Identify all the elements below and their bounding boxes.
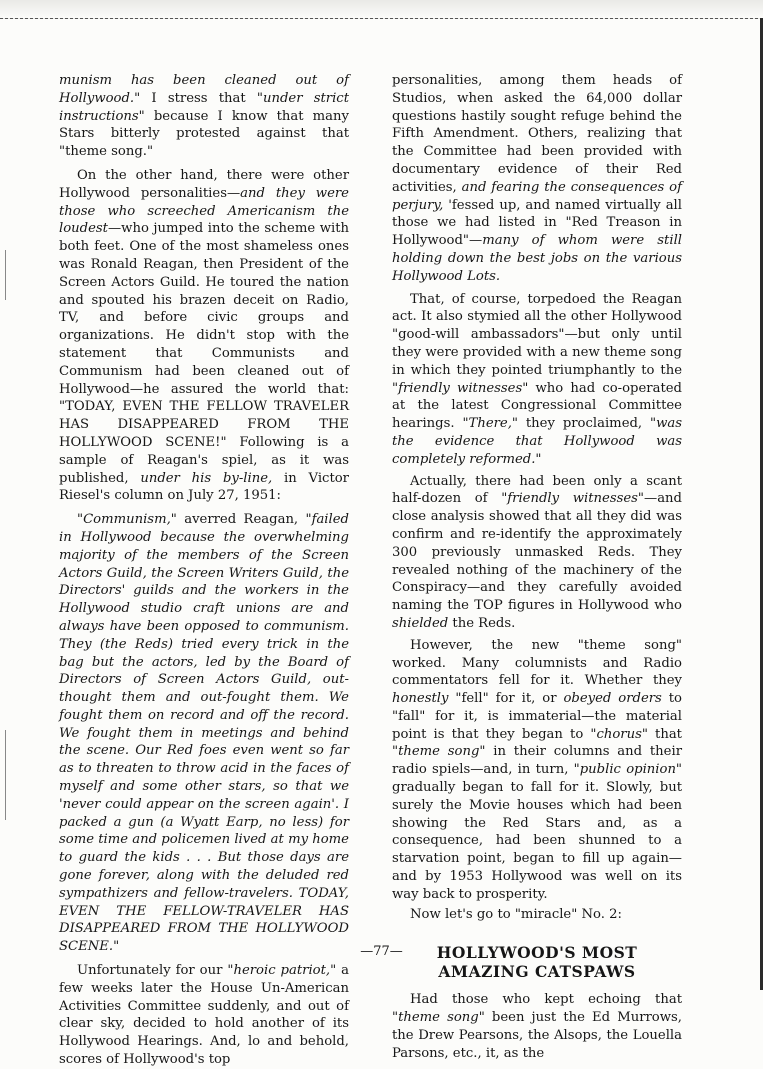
text-run: I stress that: [140, 90, 257, 106]
italic-run: obeyed orders: [563, 691, 662, 707]
scan-left-mark: [5, 730, 6, 820]
italic-run: honestly: [392, 691, 449, 707]
text-run: personalities, among them heads of Studios, when asked the 64,000 dollar questions hastily sought refuge behind the Fifth Amendment. Others, realizing that the Committee had been provided with documentary evidence of their Red activities,: [392, 73, 682, 195]
text-run: in their columns and their radio spiels—and, in turn,: [392, 744, 682, 778]
text-run: gradually began to fall for it. Slowly, but surely the Movie houses which had been showing the Red Stars and, as a consequence, had been shunned to a starvation point, began to fill up again—and by 1953 Hollywood was well on its way back to prosperity.: [392, 780, 682, 902]
italic-run: "theme song": [392, 744, 486, 760]
paragraph: [392, 991, 682, 1062]
text-run: the Reds.: [448, 615, 516, 631]
italic-run: "Communism,": [77, 512, 177, 528]
left-column: [59, 72, 349, 1069]
scan-top-edge: [0, 0, 763, 19]
text-run: a few weeks later the House Un-American Activities Committee suddenly, and out of clear sky, decided to hold another of its Hollywood Hearings. And, lo and behold, scores of Hollywood's top: [59, 963, 350, 1068]
paragraph: [59, 167, 349, 505]
paragraph: [392, 637, 682, 904]
text-run: been just the Ed Murrows, the Drew Pearsons, the Alsops, the Louella Parsons, etc., it, as the: [392, 1010, 682, 1061]
italic-run: "chorus": [590, 726, 648, 742]
paragraph: [392, 72, 682, 286]
italic-run: "friendly witnesses": [501, 491, 644, 507]
section-heading-line: HOLLYWOOD'S MOST: [436, 943, 638, 963]
italic-run: "was the evidence that Hollywood was completely reformed.": [392, 416, 682, 467]
italic-run: "theme song": [392, 1010, 485, 1026]
italic-run: shielded: [392, 615, 449, 631]
text-run: "fell" for it, or: [448, 691, 564, 707]
right-column: [392, 72, 682, 1063]
text-run: On the other hand, there were other Hollywood personalities—: [59, 167, 349, 201]
section-heading-line: AMAZING CATSPAWS: [438, 962, 636, 982]
text-run: Unfortunately for our: [77, 963, 228, 979]
italic-run: "heroic patriot,": [227, 963, 337, 979]
text-run: because I know that many Stars bitterly protested against that "theme song.": [59, 108, 349, 160]
text-run: However, the new "theme song" worked. Many columnists and Radio commentators fell for it. Whether they: [392, 637, 682, 689]
text-run: Now let's go to "miracle" No. 2:: [410, 906, 622, 922]
italic-run: "There,": [462, 416, 518, 432]
italic-run: many of whom were still holding down the best jobs on the various Hollywood Lots.: [392, 233, 682, 284]
text-run: 'fessed up, and named virtually all those we had listed in "Red Treason in Hollywood"—: [392, 197, 682, 249]
text-run: Had those who kept echoing that: [410, 992, 682, 1008]
italic-run: munism has been cleaned out of Hollywood.": [59, 73, 349, 106]
italic-run: "friendly witnesses": [392, 380, 529, 396]
italic-run: "failed in Hollywood because the overwhelming majority of the members of the Screen Actors Guild, the Screen Writers Guild, the Directors' guilds and the workers in the Hollywood studio craft unions are and always have been opposed to communism. They (the Reds) tried every trick in the bag but the actors, led by the Board of Directors of Screen Actors Guild, out-thought them and out-fought them. We fought them on record and off the record. We fought them in meetings and behind the scene. Our Red foes even went so far as to threaten to throw acid in the faces of myself and some other stars, so that we 'never could appear on the screen again'. I packed a gun (a Wyatt Earp, no less) for some time and policemen lived at my home to guard the kids . . . But those days are gone forever, along with the deluded red sympathizers and fellow-travelers. TODAY, EVEN THE FELLOW-TRAVELER HAS DISAPPEARED FROM THE HOLLYWOOD SCENE.": [59, 512, 349, 955]
text-run: That, of course, torpedoed the Reagan act. It also stymied all the other Hollywood "good-will ambassadors"—but only until they were provided with a new theme song in which they pointed triumphantly to the: [392, 291, 682, 378]
text-run: —and close analysis showed that all they did was confirm and re-identify the approximately 300 previously unmasked Reds. They revealed nothing of the machinery of the Conspiracy—and they carefully avoided naming the TOP figures in Hollywood who: [392, 491, 682, 614]
italic-run: "under strict instructions": [59, 90, 349, 124]
text-run: that: [647, 726, 682, 742]
italic-run: "public opinion": [573, 762, 682, 778]
paragraph: [392, 473, 682, 633]
italic-run: and they were those who screeched Americanism the loudest: [59, 185, 349, 237]
text-run: in Victor Riesel's column on July 27, 1951:: [59, 470, 349, 504]
paragraph: [59, 962, 349, 1069]
text-run: who had co-operated at the latest Congressional Committee hearings.: [392, 380, 682, 432]
text-run: averred Reagan,: [176, 512, 306, 528]
text-run: they proclaimed,: [518, 416, 651, 432]
scan-left-mark: [5, 250, 6, 300]
paragraph: [392, 291, 682, 469]
text-run: —who jumped into the scheme with both feet. One of the most shameless ones was Ronald Reagan, then President of the Screen Actors Guild. He toured the nation and spouted his brazen deceit on Radio, TV, and before civic groups and organizations. He didn't stop with the statement that Communists and Communism had been cleaned out of Hollywood—he assured the world that: "TODAY, EVEN THE FELLOW TRAVELER HAS DISAPPEARED FROM THE HOLLYWOOD SCENE!" Following is a sample of Reagan's spiel, as it was published,: [59, 221, 349, 486]
paragraph: [392, 906, 682, 924]
page-number: —77—: [360, 944, 403, 959]
italic-run: and fearing the consequences of perjury,: [392, 179, 682, 213]
paragraph: [59, 511, 349, 956]
text-run: Actually, there had been only a scant half-dozen of: [392, 473, 682, 507]
text-run: to "fall" for it, is immaterial—the material point is that they began to: [392, 691, 682, 742]
italic-run: under his by-line,: [140, 470, 273, 486]
paragraph: [59, 72, 349, 161]
